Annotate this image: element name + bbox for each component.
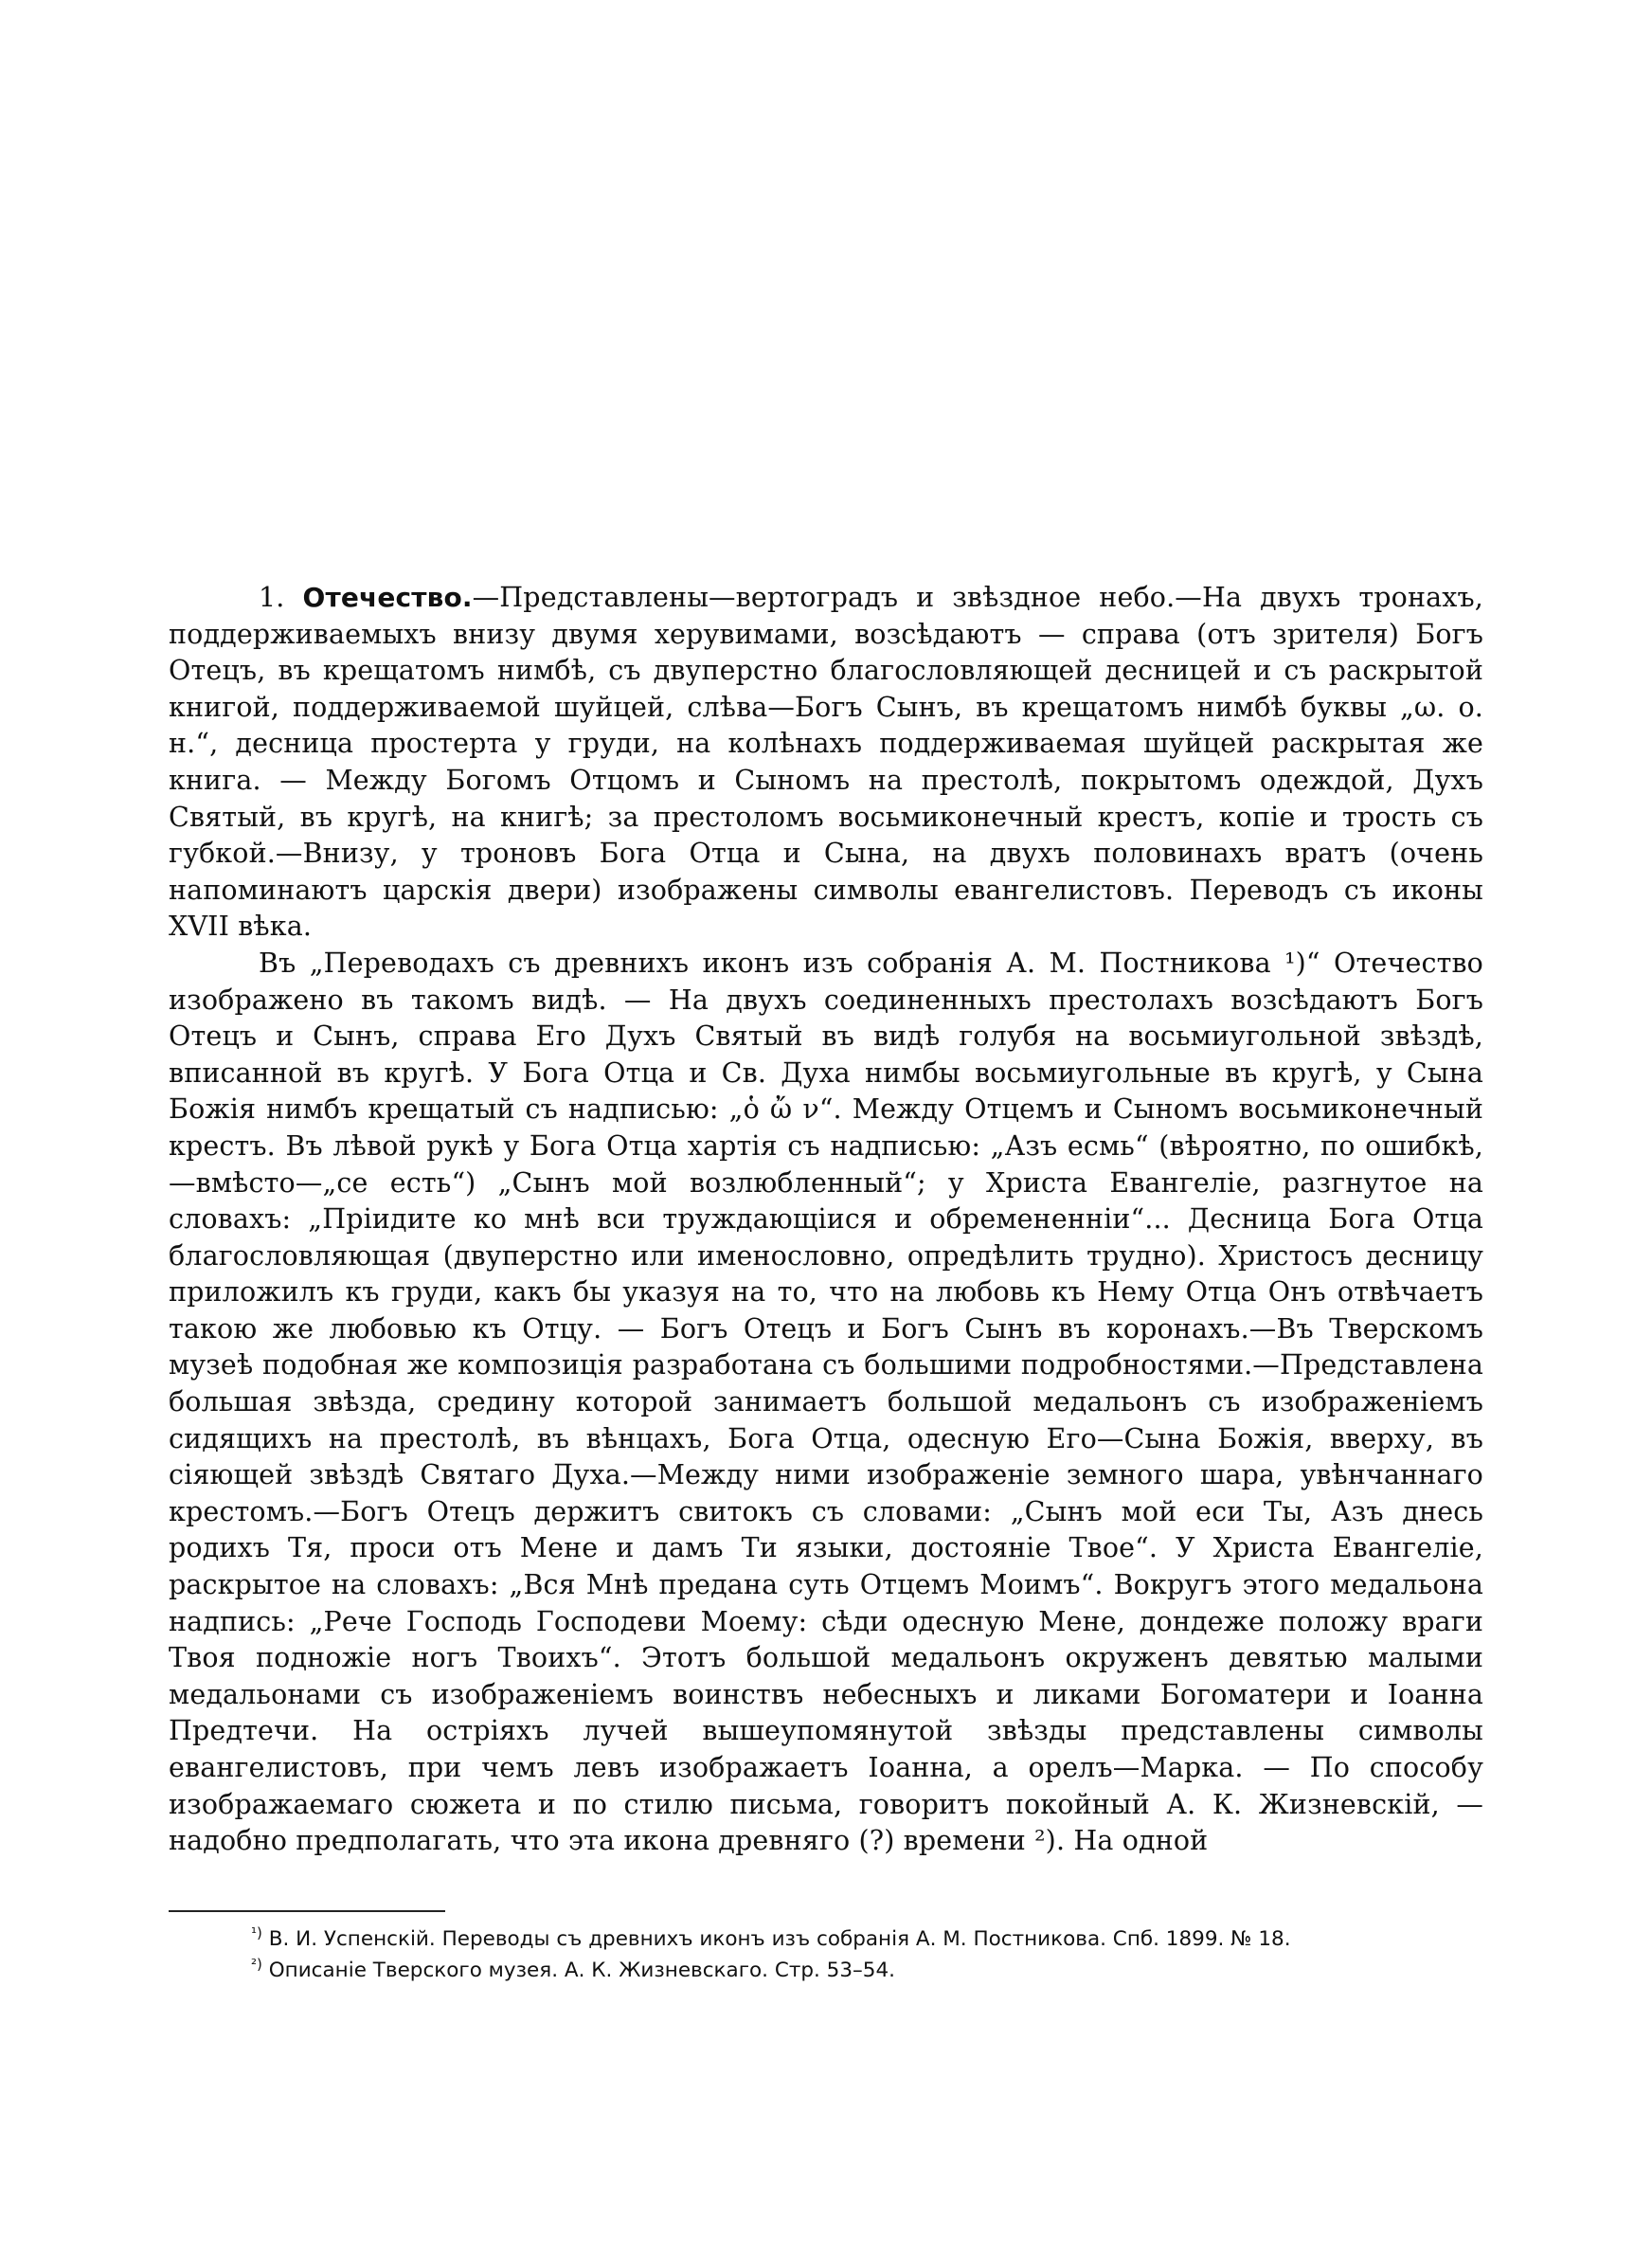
paragraph-1-text: —Представлены—вертоградъ и звѣздное небо.—На двухъ тронахъ, поддерживаемыхъ внизу двумя херувимами, возсѣдаютъ — справа (отъ зрителя) Богъ Отецъ, въ крещатомъ нимбѣ, съ двуперстно благословляющей десницей и съ раскрытой книгой, поддерживаемой шуйцей, слѣва—Богъ Сынъ, въ крещатомъ нимбѣ буквы „ω. о. н.“, десница простерта у груди, на колѣнахъ поддерживаемая шуйцей раскрытая же книга. — Между Богомъ Отцомъ и Сыномъ на престолѣ, покрытомъ одеждой, Духъ Святый, въ кругѣ, на книгѣ; за престоломъ восьмиконечный крестъ, копіе и трость съ губкой.—Внизу, у троновъ Бога Отца и Сына, на двухъ половинахъ вратъ (очень напоминаютъ царскія двери) изображены символы евангелистовъ. Переводъ съ иконы XVII вѣка. xyxy=(169,582,1483,943)
footnote-1-text: В. И. Успенскій. Переводы съ древнихъ иконъ изъ собранія А. М. Постникова. Спб. 1899. № 18. xyxy=(268,1927,1291,1951)
main-text xyxy=(169,580,1483,1860)
paragraph-1 xyxy=(169,580,1483,946)
paragraph-2 xyxy=(169,946,1483,1860)
footnote-1 xyxy=(251,1923,1482,1955)
footnote-divider xyxy=(169,1910,445,1912)
paragraph-2-text: Въ „Переводахъ съ древнихъ иконъ изъ собранія А. М. Постникова ¹)“ Отечество изображено въ такомъ видѣ. — На двухъ соединенныхъ престолахъ возсѣдаютъ Богъ Отецъ и Сынъ, справа Его Духъ Святый въ видѣ голубя на восьмиугольной звѣздѣ, вписанной въ кругѣ. У Бога Отца и Св. Духа нимбы восьмиугольные въ кругѣ, у Сына Божія нимбъ крещатый съ надписью: „ὁ ὤ ν“. Между Отцемъ и Сыномъ восьмиконечный крестъ. Въ лѣвой рукѣ у Бога Отца хартія съ надписью: „Азъ есмь“ (вѣроятно, по ошибкѣ,—вмѣсто—„се есть“) „Сынъ мой возлюбленный“; у Христа Евангеліе, разгнутое на словахъ: „Пріидите ко мнѣ вси труждающiися и обремененнiи“... Десница Бога Отца благословляющая (двуперстно или именословно, опредѣлить трудно). Христосъ десницу приложилъ къ груди, какъ бы указуя на то, что на любовь къ Нему Отца Онъ отвѣчаетъ такою же любовью къ Отцу. — Богъ Отецъ и Богъ Сынъ въ коронахъ.—Въ Тверскомъ музеѣ подобная же композиція разработана съ большими подробностями.—Представлена большая звѣзда, средину которой занимаетъ большой медальонъ съ изображеніемъ сидящихъ на престолѣ, въ вѣнцахъ, Бога Отца, одесную Его—Сына Божія, вверху, въ сіяющей звѣздѣ Святаго Духа.—Между ними изображеніе земного шара, увѣнчаннаго крестомъ.—Богъ Отецъ держитъ свитокъ съ словами: „Сынъ мой еси Ты, Азъ днесь родихъ Тя, проси отъ Мене и дамъ Ти языки, достояніе Твое“. У Христа Евангеліе, раскрытое на словахъ: „Вся Мнѣ предана суть Отцемъ Моимъ“. Вокругъ этого медальона надпись: „Рече Господь Господеви Моему: сѣди одесную Мене, дондеже положу враги Твоя подножіе ногъ Твоихъ“. Этотъ большой медальонъ окруженъ девятью малыми медальонами съ изображеніемъ воинствъ небесныхъ и ликами Богоматери и Іоанна Предтечи. На остріяхъ лучей вышеупомянутой звѣзды представлены символы евангелистовъ, при чемъ левъ изображаетъ Іоанна, а орелъ—Марка. — По способу изображаемаго сюжета и по стилю письма, говоритъ покойный А. К. Жизневскій, — надобно предполагать, что эта икона древняго (?) времени ²). На одной xyxy=(169,947,1483,1857)
footnote-1-mark: ¹) xyxy=(251,1923,262,1941)
footnote-2-text: Описаніе Тверского музея. А. К. Жизневскаго. Стр. 53–54. xyxy=(268,1959,895,1982)
footnote-2 xyxy=(251,1955,1482,1986)
section-number: 1. xyxy=(259,582,285,613)
footnote-2-mark: ²) xyxy=(251,1955,262,1973)
section-title: Отечество. xyxy=(302,582,473,613)
footnotes xyxy=(251,1923,1482,1986)
